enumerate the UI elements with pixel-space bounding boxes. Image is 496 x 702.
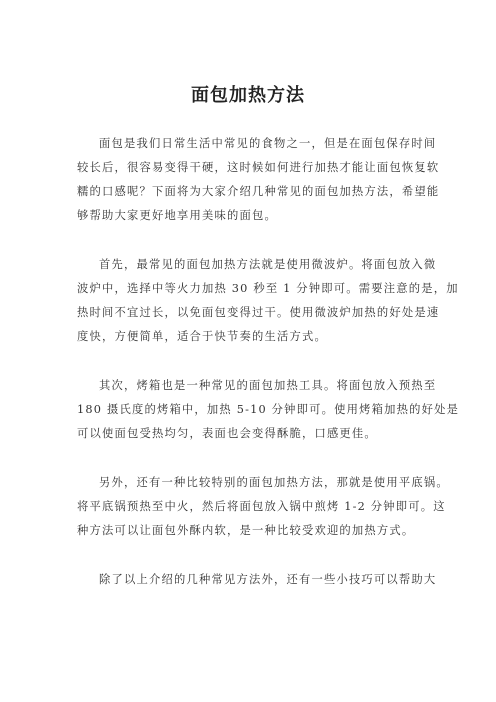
paragraph-2-line-1: 首先，最常见的面包加热方法就是使用微波炉。将面包放入微 — [99, 258, 437, 271]
paragraph-2-line-3: 热时间不宜过长，以免面包变得过干。使用微波炉加热的好处是速 — [77, 306, 440, 319]
paragraph-2-line-2: 波炉中，选择中等火力加热 30 秒至 1 分钟即可。需要注意的是，加 — [77, 282, 459, 295]
paragraph-1-line-3: 糯的口感呢？下面将为大家介绍几种常见的面包加热方法，希望能 — [77, 185, 440, 198]
paragraph-4-line-3: 种方法可以让面包外酥内软，是一种比较受欢迎的加热方式。 — [77, 524, 415, 537]
paragraph-4-line-2: 将平底锅预热至中火，然后将面包放入锅中煎烤 1-2 分钟即可。这 — [77, 500, 446, 513]
document-title: 面包加热方法 — [191, 85, 305, 106]
paragraph-5-line-1: 除了以上介绍的几种常见方法外，还有一些小技巧可以帮助大 — [99, 573, 437, 586]
paragraph-1-line-2: 较长后，很容易变得干硬，这时候如何进行加热才能让面包恢复软 — [77, 161, 440, 174]
paragraph-2-line-4: 度快，方便简单，适合于快节奏的生活方式。 — [77, 330, 327, 343]
paragraph-3-line-2: 180 摄氏度的烤箱中，加热 5-10 分钟即可。使用烤箱加热的好处是 — [77, 403, 460, 416]
paragraph-3-line-3: 可以使面包受热均匀，表面也会变得酥脆，口感更佳。 — [77, 427, 377, 440]
paragraph-1-line-4: 够帮助大家更好地享用美味的面包。 — [77, 209, 277, 222]
paragraph-1-line-1: 面包是我们日常生活中常见的食物之一，但是在面包保存时间 — [99, 137, 437, 150]
paragraph-3-line-1: 其次，烤箱也是一种常见的面包加热工具。将面包放入预热至 — [99, 379, 437, 392]
paragraph-4-line-1: 另外，还有一种比较特别的面包加热方法，那就是使用平底锅。 — [99, 476, 449, 489]
